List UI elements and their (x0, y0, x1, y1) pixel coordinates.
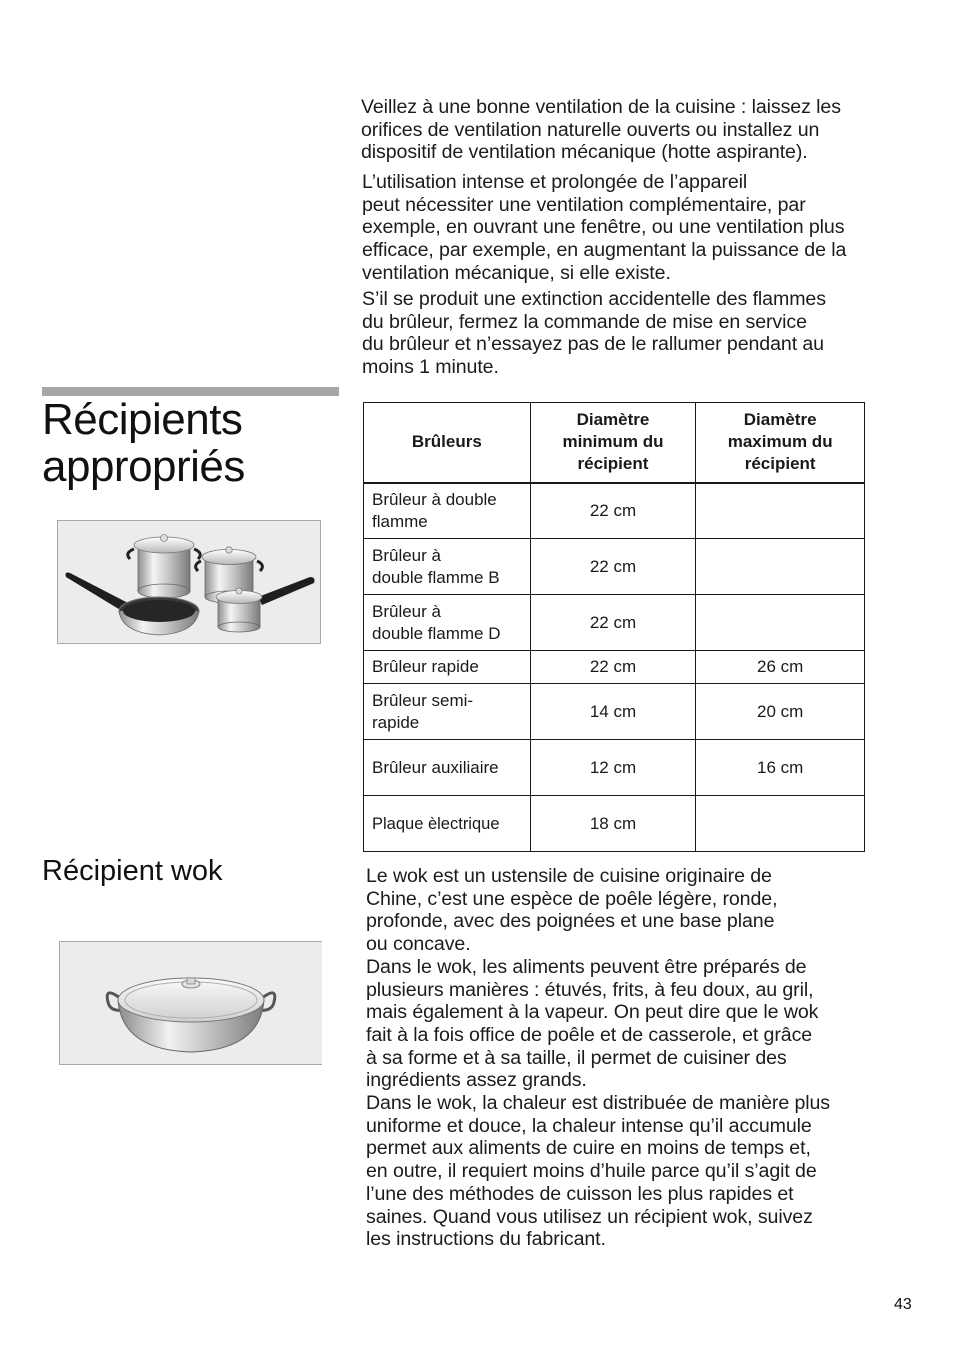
intro-paragraph-1: Veillez à une bonne ventilation de la cuisine : laissez les orifices de ventilation naturelle ouverts ou installez un dispositif de ventilation mécanique (hotte aspirante). (361, 96, 841, 164)
min-diameter: 22 cm (530, 651, 696, 684)
max-diameter (696, 796, 865, 852)
table-row (364, 651, 865, 684)
burner-name: Plaque èlectrique (364, 796, 531, 852)
burner-name: Brûleur auxiliaire (364, 740, 531, 796)
header-max-diameter: Diamètre maximum du récipient (696, 403, 865, 483)
table-row (364, 595, 865, 651)
pots-and-pan-icon (58, 521, 320, 643)
table-row (364, 684, 865, 740)
cookware-illustration (57, 520, 321, 644)
table-row (364, 740, 865, 796)
wok-illustration (59, 941, 322, 1065)
max-diameter: 26 cm (696, 651, 865, 684)
min-diameter: 14 cm (530, 684, 696, 740)
max-diameter (696, 539, 865, 595)
wok-description: Le wok est un ustensile de cuisine originaire de Chine, c’est une espèce de poêle légère, ronde, profonde, avec des poignées et une base plane ou concave. Dans le wok, les aliments peuvent être préparés de plusieurs manières : étuvés, frits, à feu doux, au gril, mais également à la vapeur. On peut dire que le wok fait à la fois office de poêle et de casserole, et grâce à sa forme et à sa taille, il permet de cuisiner des ingrédients assez grands. Dans le wok, la chaleur est distribuée de manière plus uniforme et douce, la chaleur intense qu’il accumule permet aux aliments de cuire en moins de temps et, en outre, il requiert moins d’huile parce qu’il s’agit de l’une des méthodes de cuisson les plus rapides et saines. Quand vous utilisez un récipient wok, suivez les instructions du fabricant. (366, 865, 831, 1251)
burner-name: Brûleur rapide (364, 651, 531, 684)
min-diameter: 22 cm (530, 539, 696, 595)
max-diameter: 16 cm (696, 740, 865, 796)
page-number: 43 (894, 1296, 912, 1313)
min-diameter: 22 cm (530, 483, 696, 539)
burner-name: Brûleur à double flamme B (364, 539, 531, 595)
max-diameter: 20 cm (696, 684, 865, 740)
table-row (364, 483, 865, 539)
burner-name: Brûleur à double flamme (364, 483, 531, 539)
burner-name: Brûleur semi- rapide (364, 684, 531, 740)
min-diameter: 18 cm (530, 796, 696, 852)
wok-icon (60, 942, 322, 1064)
burner-diameter-table (363, 402, 865, 852)
wok-section-title: Récipient wok (42, 855, 223, 887)
intro-paragraph-2: L’utilisation intense et prolongée de l’appareil peut nécessiter une ventilation complémentaire, par exemple, en ouvrant une fenêtre, ou une ventilation plus efficace, par exemple, en augmentant la puissance de la ventilation mécanique, si elle existe. (362, 171, 847, 284)
max-diameter (696, 595, 865, 651)
min-diameter: 22 cm (530, 595, 696, 651)
table-header-row (364, 403, 865, 483)
header-burners: Brûleurs (364, 403, 531, 483)
table-row (364, 539, 865, 595)
min-diameter: 12 cm (530, 740, 696, 796)
max-diameter (696, 483, 865, 539)
header-min-diameter: Diamètre minimum du récipient (530, 403, 696, 483)
intro-paragraph-3: S’il se produit une extinction accidentelle des flammes du brûleur, fermez la commande de mise en service du brûleur et n’essayez pas de le rallumer pendant au moins 1 minute. (362, 288, 826, 379)
table-row (364, 796, 865, 852)
burner-name: Brûleur à double flamme D (364, 595, 531, 651)
section-title: Récipients appropriés (42, 395, 245, 491)
